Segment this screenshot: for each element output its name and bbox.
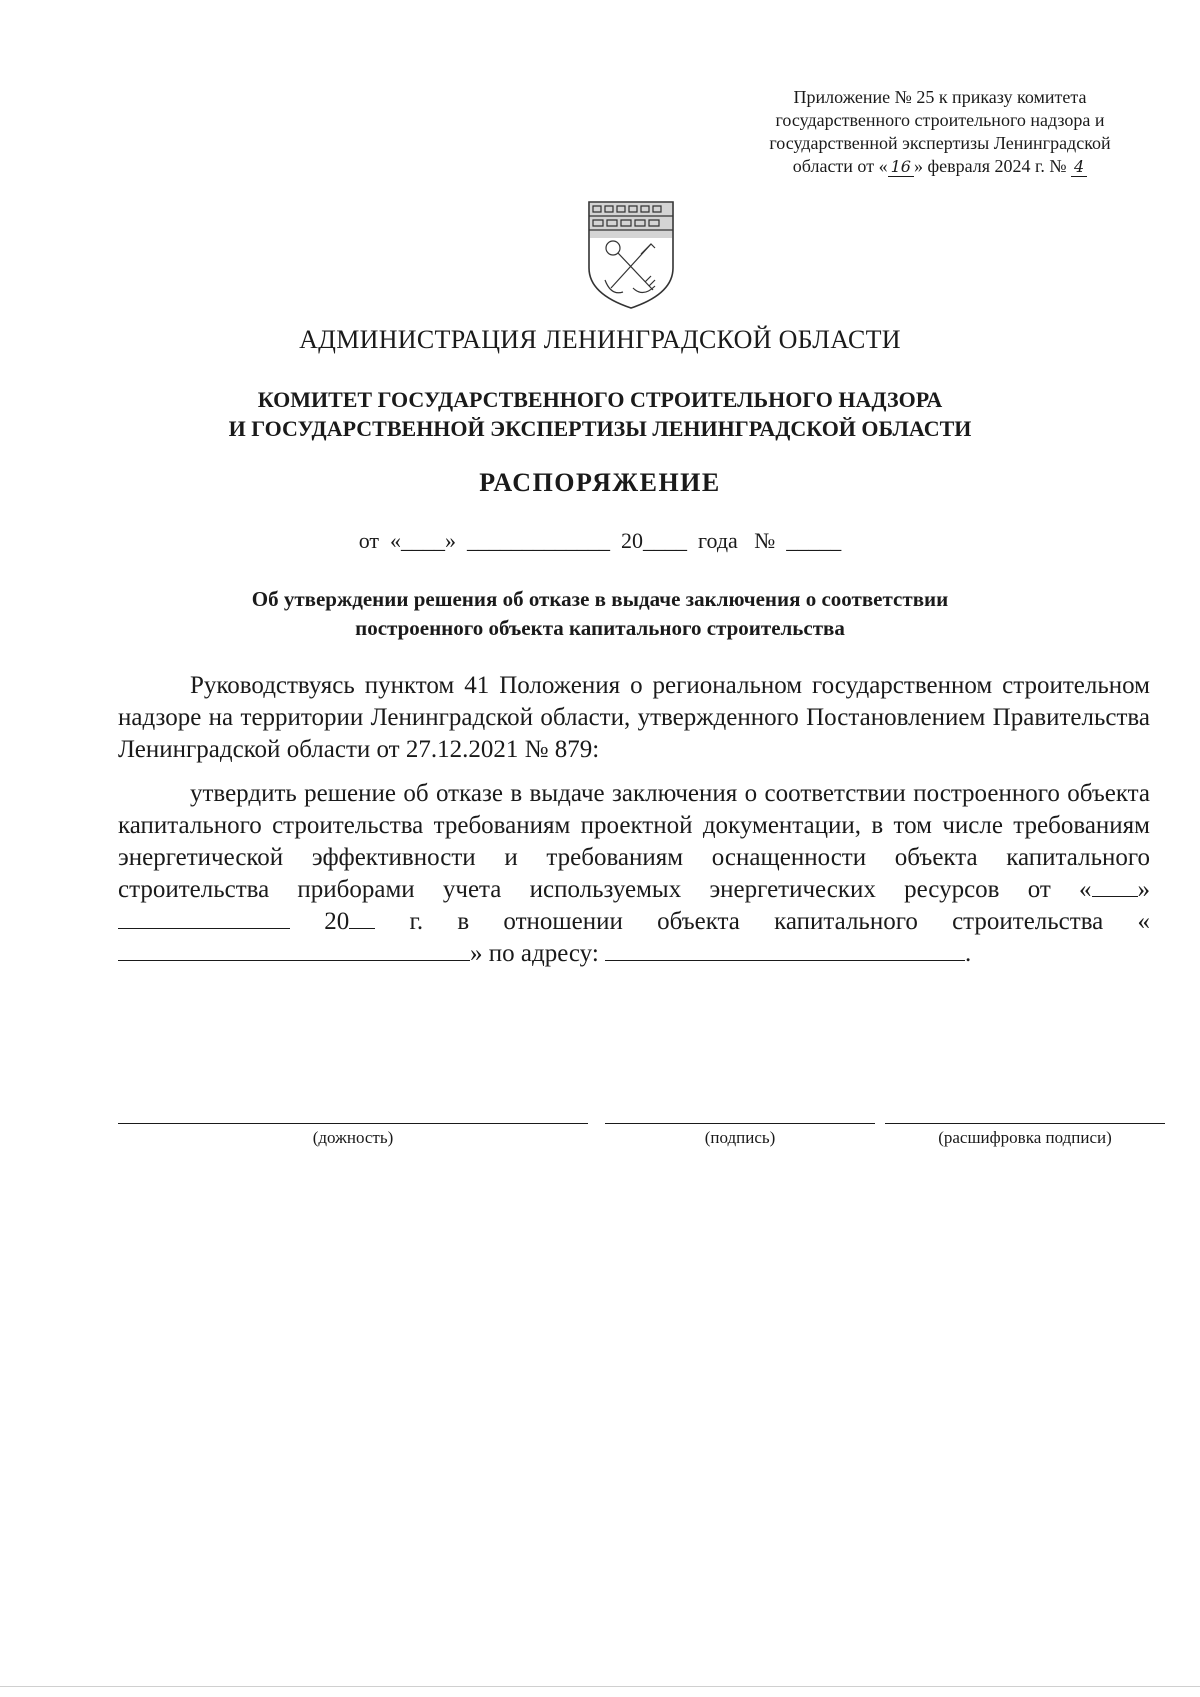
coat-of-arms-emblem [583,198,679,312]
document-type-title: РАСПОРЯЖЕНИЕ [479,468,721,497]
appendix-date-prefix: области от « [792,156,888,176]
order-subject-line-2: построенного объекта капитального строительства [355,616,845,640]
signature-line-decoding[interactable] [885,1123,1165,1124]
appendix-line-2: государственного строительного надзора и [775,110,1105,130]
preamble-paragraph: Руководствуясь пунктом 41 Положения о региональном государственном строительном надзоре на территории Ленинградской области, утвержденного Постановлением Правительства Ленинградской области от 27.12.2021 № 879: [118,672,1150,763]
decision-text-b: » [1137,876,1150,903]
decision-text-d: г. в отношении объекта капитального строительства « [375,908,1150,935]
blank-day[interactable] [1092,874,1138,897]
order-subject [0,585,1200,643]
page-bottom-rule [0,1686,1200,1687]
decision-paragraph [118,778,1150,970]
committee-name-line-1: КОМИТЕТ ГОСУДАРСТВЕННОГО СТРОИТЕЛЬНОГО НАДЗОРА [257,387,943,412]
blank-year[interactable] [349,906,375,929]
decision-text-c: 20 [290,908,350,935]
appendix-date-middle: » февраля 2024 г. № [913,156,1072,176]
committee-name-line-2: И ГОСУДАРСТВЕННОЙ ЭКСПЕРТИЗЫ ЛЕНИНГРАДСКОЙ ОБЛАСТИ [228,416,972,441]
administration-title: АДМИНИСТРАЦИЯ ЛЕНИНГРАДСКОЙ ОБЛАСТИ [299,325,901,354]
appendix-line-1: Приложение № 25 к приказу комитета [793,87,1087,107]
blank-address[interactable] [605,938,965,961]
appendix-day-handwritten: 16 [888,158,914,177]
blank-object-name[interactable] [118,938,470,961]
order-subject-line-1: Об утверждении решения об отказе в выдаче заключения о соответствии [251,587,949,611]
appendix-number-handwritten: 4 [1071,158,1087,177]
decision-text-f: . [965,940,972,967]
order-date-number-line: от «____» _____________ 20____ года № _____ [358,528,842,553]
committee-name [0,385,1200,443]
caption-decoding: (расшифровка подписи) [938,1128,1112,1147]
decision-text-a: утвердить решение об отказе в выдаче заключения о соответствии построенного объекта капитального строительства требованиям проектной документации, в том числе требованиям энергетической эффективности и требованиям оснащенности объекта капитального строительства приборами учета используемых энергетических ресурсов от « [118,780,1150,903]
caption-position: (дожность) [312,1128,394,1147]
caption-signature: (подпись) [704,1128,776,1147]
order-body [118,670,1150,970]
appendix-line-3: государственной экспертизы Ленинградской [769,133,1111,153]
appendix-note [720,86,1160,178]
decision-text-e: » по адресу: [470,940,606,967]
signature-line-position[interactable] [118,1123,588,1124]
blank-month[interactable] [118,906,290,929]
signature-line-signature[interactable] [605,1123,875,1124]
appendix-line-4 [720,155,1160,178]
